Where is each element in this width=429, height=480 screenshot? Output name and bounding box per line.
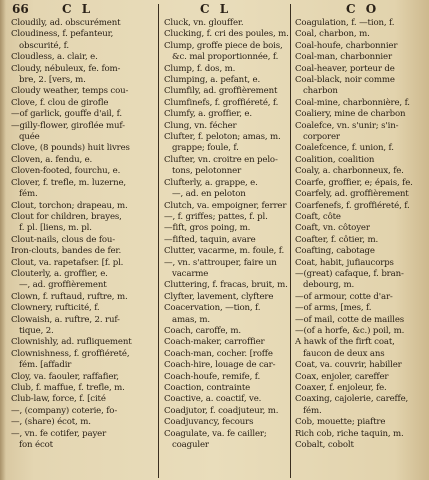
dictionary-entry: Cloudless, a. clair, e. [11,52,98,63]
dictionary-entry: Cluck, vn. glouffer. [164,18,244,28]
entry-continuation: tons, pelotonner [172,166,242,177]
dictionary-entry: Club, f. maffue, f. trefle, m. [11,383,125,393]
dictionary-entry: Coaft, côte [295,211,341,222]
dictionary-entry: —, (company) coterie, fo- [11,405,118,416]
dictionary-entry: —of arms, [mes, f. [295,303,372,314]
dictionary-entry: Coaft, vn. côtoyer [295,223,370,234]
column-2 [164,18,290,478]
dictionary-entry: A hawk of the firft coat, [295,337,395,348]
dictionary-entry: Coach-maker, carroffier [164,337,265,348]
dictionary-entry: Coadjutor, f. coadjuteur, m. [164,405,279,416]
running-head-col3: C O [346,2,380,16]
dictionary-entry: Coagulate, va. fe cailler; [164,428,267,439]
column-divider [290,4,291,478]
dictionary-entry: Coax, enjoler, careffer [295,371,389,382]
dictionary-entry: —(great) cafaque, f. bran- [295,268,404,279]
dictionary-entry: Cloy, va. faouler, raffafier, [11,371,119,382]
dictionary-entry: Clufter, f. peloton; amas, m. [164,132,281,143]
entry-continuation: grappe; foule, f. [172,143,239,154]
dictionary-entry: Clufter, vn. croitre en pelo- [164,154,278,165]
entry-continuation: fém. [affadir [19,360,72,371]
dictionary-entry: Clouterly, a. groffier, e. [11,268,108,279]
dictionary-entry: Coalefcence, f. union, f. [295,143,394,154]
dictionary-entry: Coaly, a. charbonneux, fe. [295,166,404,177]
dictionary-entry: Coaction, contrainte [164,383,251,393]
running-head-col2: C L [200,2,232,16]
column-divider [158,4,159,478]
dictionary-entry: —, vn. fe cotifer, payer [11,428,107,439]
dictionary-entry: Clucking, f. cri des poules, m. [164,29,289,40]
dictionary-entry: Cobalt, cobolt [295,440,354,451]
dictionary-entry: Clownishly, ad. rufliquement [11,337,132,348]
dictionary-entry: Coal-mine, charbonnière, f. [295,97,410,108]
dictionary-entry: —of garlick, gouffe d'ail, f. [11,109,122,120]
dictionary-entry: Coaliery, mine de charbon [295,109,406,120]
dictionary-entry: Clufterly, a. grappe, e. [164,177,258,188]
dictionary-entry: Clumfinefs, f. groffiéreté, f. [164,97,279,108]
dictionary-entry: Coaxing, cajolerie, careffe, [295,394,409,405]
dictionary-entry: Clumfy, a. groffier, e. [164,109,252,120]
entry-continuation: tique, 2. [19,325,54,336]
dictionary-entry: Club-law, force, f. [cité [11,394,106,405]
entry-continuation: —, ad. groffièrement [19,280,107,291]
dictionary-entry: Cob, mouette; piaftre [295,417,386,428]
dictionary-entry: Coal-black, noir comme [295,75,395,86]
dictionary-entry: Clyfter, lavement, clyftere [164,291,274,302]
dictionary-entry: Cloven, a. fendu, e. [11,154,93,165]
entry-continuation: quée [19,132,40,143]
dictionary-entry: Clutter, vacarme, m. foule, f. [164,246,285,257]
dictionary-entry: Cloudiness, f. pefanteur, [11,29,114,40]
entry-continuation: fon écot [19,440,53,451]
dictionary-entry: Rich cob, riche taquin, m. [295,428,404,439]
dictionary-entry: Cloudily, ad. obscurément [11,18,121,28]
dictionary-entry: Clout for children, brayes, [11,211,122,222]
dictionary-entry: Cloudy weather, temps cou- [11,86,129,97]
dictionary-entry: Coactive, a. coactif, ve. [164,394,262,405]
dictionary-entry: Clown, f. ruftaud, ruftre, m. [11,291,128,302]
dictionary-entry: Clumfily, ad. groffièrement [164,86,278,97]
dictionary-entry: Clumping, a. pefant, e. [164,75,261,86]
entry-continuation: fém. [19,189,38,200]
dictionary-entry: Coach-hire, louage de car- [164,360,276,371]
dictionary-entry: Clung, vn. fécher [164,120,237,131]
entry-continuation: obscurité, f. [19,40,69,51]
dictionary-entry: Coalefce, vn. s'unir; s'in- [295,120,399,131]
dictionary-entry: Coacervation, —tion, f. [164,303,261,314]
dictionary-entry: Clout, torchon; drapeau, m. [11,200,128,211]
entry-continuation: f. pl. [liens, m. pl. [19,223,92,234]
dictionary-entry: Coat, va. couvrir, habiller [295,360,402,371]
dictionary-entry: —of mail, cotte de mailles [295,314,405,325]
dictionary-entry: Clout-nails, clous de fou- [11,234,116,245]
dictionary-entry: Coaxer, f. enjoleur, fe. [295,383,387,393]
dictionary-entry: —, vn. s'attrouper, faire un [164,257,277,268]
dictionary-entry: Clove, (8 pounds) huit livres [11,143,130,154]
dictionary-entry: Coat, habit, jufiaucorps [295,257,394,268]
dictionary-entry: Coal-heaver, porteur de [295,63,395,74]
entry-continuation: —, ad. en peloton [172,189,246,200]
dictionary-entry: Coadjuvancy, fecours [164,417,254,428]
dictionary-entry: Cluttering, f. fracas, bruit, m. [164,280,288,291]
dictionary-entry: —, f. griffes; pattes, f. pl. [164,211,268,222]
dictionary-entry: Coafting, cabotage [295,246,375,257]
dictionary-entry: —(of a horfe, &c.) poil, m. [295,325,405,336]
dictionary-entry: Coach-man, cocher. [roffe [164,348,273,359]
dictionary-entry: Iron-clouts, bandes de fer. [11,246,122,257]
entry-continuation: fém. [303,405,322,416]
column-1 [11,18,153,478]
dictionary-entry: Clump, f. dos, m. [164,63,236,74]
dictionary-entry: Clowaish, a. ruftre, 2. ruf- [11,314,120,325]
dictionary-entry: —fifted, taquin, avare [164,234,256,245]
entry-continuation: charbon [303,86,338,97]
dictionary-entry: Clownery, rufticité, f. [11,303,100,314]
entry-continuation: &c. mal proportionnée, f. [172,52,279,63]
dictionary-entry: Clover, f. trefle, m. luzerne, [11,177,126,188]
entry-continuation: amas, m. [172,314,210,325]
dictionary-entry: Coach, caroffe, m. [164,325,241,336]
dictionary-entry: —, (share) écot, m. [11,417,91,428]
dictionary-entry: —gilly-flower, giroflée muf- [11,120,125,131]
dictionary-entry: Coagulation, f. —tion, f. [295,18,395,28]
page-header [0,0,429,16]
dictionary-entry: Coarfely, ad. groffièrement [295,189,409,200]
dictionary-entry: Coach-houfe, remife, f. [164,371,261,382]
entry-continuation: bre, 2. [vers, m. [19,75,86,86]
dictionary-entry: Clutch, va. empoigner, ferrer [164,200,287,211]
dictionary-entry: Clove, f. clou de girofle [11,97,109,108]
dictionary-entry: —of armour, cotte d'ar- [295,291,393,302]
dictionary-entry: Coal-houfe, charbonnier [295,40,398,51]
page-number: 66 [12,2,29,16]
entry-continuation: faucon de deux ans [303,348,385,359]
dictionary-entry: Coalition, coalition [295,154,375,165]
dictionary-entry: Cloven-footed, fourchu, e. [11,166,121,177]
entry-continuation: corporer [303,132,340,143]
running-head-col1: C L [62,2,94,16]
dictionary-entry: Coafter, f. côtier, m. [295,234,379,245]
dictionary-entry: Clout, va. rapetafser. [f. pl. [11,257,124,268]
dictionary-entry: Coal-man, charbonnier [295,52,392,63]
entry-continuation: debourg, m. [303,280,355,291]
dictionary-entry: Clump, groffe piece de bois, [164,40,283,51]
dictionary-entry: Coarfenefs, f. groffiéreté, f. [295,200,410,211]
dictionary-entry: Cloudy, nébuleux, fe. fom- [11,63,121,74]
entry-continuation: coaguler [172,440,209,451]
dictionary-entry: Coarfe, groffier, e; épais, fe. [295,177,413,188]
entry-continuation: vacarme [172,268,209,279]
dictionary-entry: Coal, charbon, m. [295,29,370,40]
dictionary-entry: Clownishness, f. groffiéreté, [11,348,130,359]
dictionary-entry: —fift, gros poing, m. [164,223,251,234]
column-3 [295,18,427,478]
